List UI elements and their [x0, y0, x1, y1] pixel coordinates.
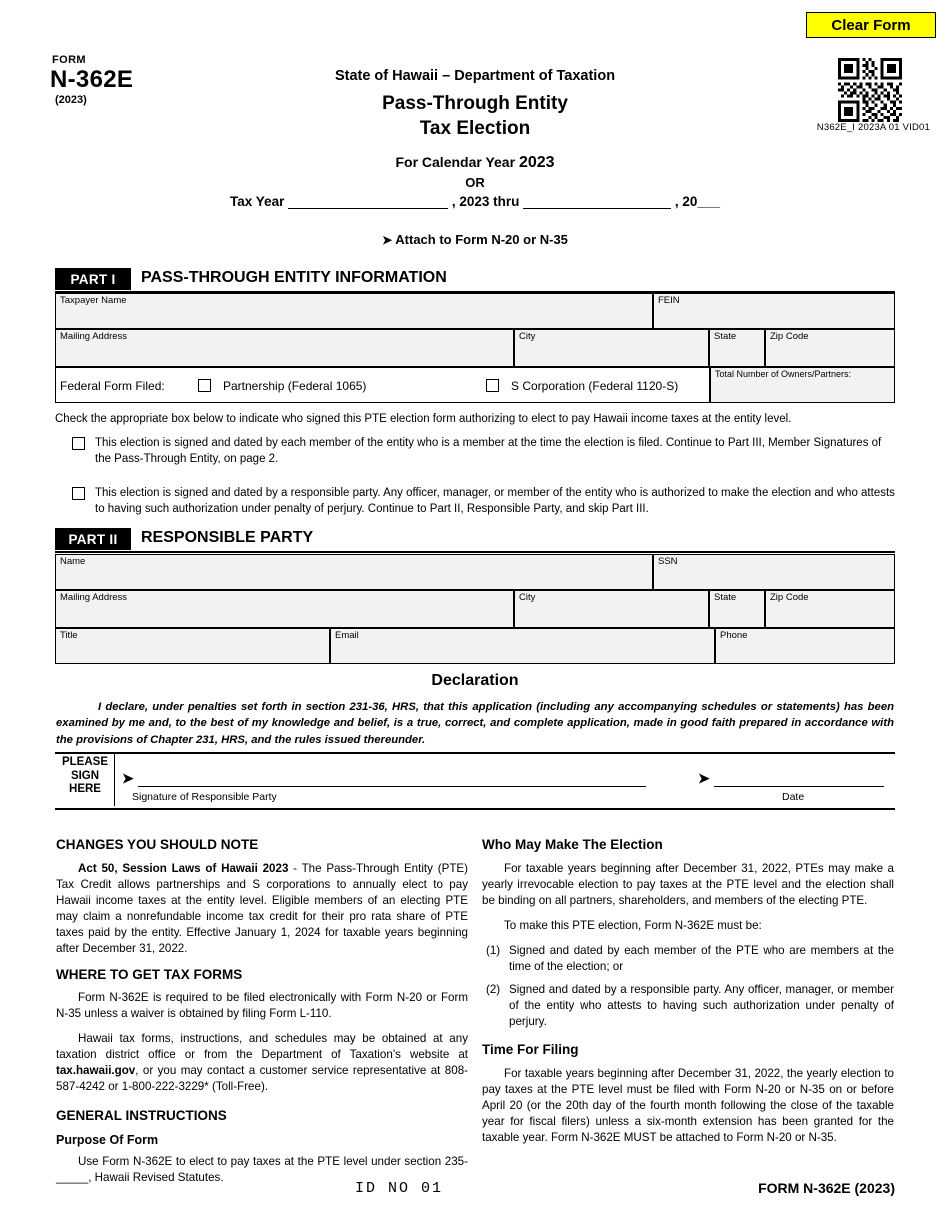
rp-mailing-address-field[interactable]: [55, 590, 514, 628]
rp-zip-label: Zip Code: [770, 592, 809, 603]
list-item-number: (2): [486, 982, 501, 996]
rp-phone-field[interactable]: [715, 628, 895, 664]
rp-mailing-address-label: Mailing Address: [60, 592, 128, 603]
form-year: (2023): [55, 94, 87, 106]
rp-title-label: Title: [60, 630, 78, 641]
rp-name-label: Name: [60, 556, 86, 567]
part2-tag: PART II: [55, 528, 131, 550]
rp-city-field[interactable]: [514, 590, 709, 628]
fein-field[interactable]: [653, 293, 895, 329]
pte-state-label: State: [714, 331, 737, 342]
total-owners-label: Total Number of Owners/Partners:: [715, 369, 852, 379]
changes-paragraph: [56, 861, 468, 957]
rp-ssn-label: SSN: [658, 556, 678, 567]
tax-year-end-suffix: , 20___: [674, 194, 720, 209]
form-header-center: [0, 68, 950, 141]
where-p2-a: Hawaii tax forms, instructions, and schedules may be obtained at any taxation district office or from the Department of Taxation’s website at: [56, 1032, 468, 1062]
list-item-text: Signed and dated by a responsible party. Any officer, manager, or member of the entity who attests to having such authorization under penalty of perjury.: [509, 982, 894, 1028]
changes-act-rest: - The Pass-Through Entity (PTE) Tax Credit allows partnerships and S corporations to annually elect to pay Hawaii income taxes at the entity level. Eligible members of an electing PTE may claim a nonrefundable income tax credit for their pro rata share of PTE taxes paid by the entity. Effective January 1, 2024 for taxable years beginning after December 31, 2022.: [56, 861, 468, 955]
time-for-filing-paragraph: For taxable years beginning after December 31, 2022, the yearly election to pay taxes at the PTE level must be filed with Form N-20 or N-35 on or before April 20 (or the 20th day of the fourth month following the close of the taxable year for fiscal filers) unless a six-month extension has been granted for the taxable year. Form N-362E MUST be attached to Form N-20 or N-35.: [482, 1067, 894, 1145]
total-owners-field[interactable]: [710, 367, 895, 403]
part1-header: [55, 268, 895, 290]
election-option1-checkbox[interactable]: [72, 437, 85, 450]
list-item-number: (1): [486, 943, 501, 957]
s-corp-checkbox[interactable]: [486, 379, 499, 392]
where-paragraph-2: [56, 1031, 468, 1095]
pte-city-field[interactable]: [514, 329, 709, 367]
attach-note-text: Attach to Form N-20 or N-35: [395, 232, 568, 247]
partnership-checkbox[interactable]: [198, 379, 211, 392]
tax-year-start-input[interactable]: [288, 194, 448, 209]
rp-zip-field[interactable]: [765, 590, 895, 628]
rp-email-field[interactable]: [330, 628, 715, 664]
rp-email-label: Email: [335, 630, 359, 641]
footer-form-label: FORM N-362E (2023): [758, 1180, 895, 1196]
pte-city-label: City: [519, 331, 536, 342]
form-number: N-362E: [50, 66, 134, 93]
who-paragraph-1: For taxable years beginning after December 31, 2022, PTEs may make a yearly irrevocable election to pay taxes at the PTE level and the election shall be binding on all partners, shareholders, and members of the electing PTE.: [482, 861, 894, 907]
rp-phone-label: Phone: [720, 630, 748, 641]
part1-title: PASS-THROUGH ENTITY INFORMATION: [141, 269, 447, 286]
list-item-text: Signed and dated by each member of the PTE who are members at the time of the election; or: [509, 943, 894, 973]
where-p2-b: , or you may contact a customer service representative at 808-587-4242 or 1-800-222-3229* (Toll-Free).: [56, 1064, 468, 1094]
part2-header: [55, 528, 895, 550]
declaration-text: [56, 699, 894, 748]
fein-label: FEIN: [658, 295, 680, 306]
election-option1-text: This election is signed and dated by each member of the entity who is a member at the time the election is filed. Continue to Part III, Member Signatures of the Pass-Through Entity, on page 2.: [95, 437, 882, 466]
partnership-label: Partnership (Federal 1065): [223, 379, 367, 393]
arrow-icon: ➤: [382, 233, 393, 247]
tax-year-end-input[interactable]: [523, 194, 671, 209]
list-item: [482, 943, 894, 975]
pte-zip-label: Zip Code: [770, 331, 809, 342]
list-item: [482, 982, 894, 1030]
clear-form-label: Clear Form: [831, 16, 911, 34]
rp-state-label: State: [714, 592, 737, 603]
date-input[interactable]: [714, 786, 884, 787]
declaration-heading: Declaration: [431, 672, 519, 689]
changes-heading: CHANGES YOU SHOULD NOTE: [56, 837, 259, 852]
tax-year-label: Tax Year: [230, 194, 285, 209]
pte-state-field[interactable]: [709, 329, 765, 367]
declaration-body: I declare, under penalties set forth in section 231-36, HRS, that this application (including any accompanying schedules or statements) has been examined by me and, to the best of my knowledge and belief, is a true, correct, and complete application, made in good faith prepared in accordance with the provisions of Chapter 231, HRS, and the rules issued thereunder.: [56, 701, 894, 746]
please-sign-here-label: PLEASE SIGN HERE: [61, 756, 108, 796]
election-option2-checkbox[interactable]: [72, 487, 85, 500]
footer-id-number: ID NO 01: [355, 1180, 444, 1197]
taxpayer-name-label: Taxpayer Name: [60, 295, 127, 306]
date-caption: Date: [782, 791, 805, 803]
calendar-year-line: [0, 154, 950, 172]
or-label: OR: [465, 175, 485, 190]
rp-name-field[interactable]: [55, 554, 653, 590]
time-for-filing-heading: Time For Filing: [482, 1042, 579, 1058]
who-may-elect-heading: Who May Make The Election: [482, 837, 663, 852]
signature-caption: Signature of Responsible Party: [132, 791, 277, 803]
election-requirements-list: [482, 943, 894, 1030]
where-to-get-forms-heading: WHERE TO GET TAX FORMS: [56, 966, 243, 982]
general-instructions-heading: GENERAL INSTRUCTIONS: [56, 1108, 227, 1124]
attach-note: [0, 232, 950, 247]
calendar-year-prefix: For Calendar Year: [395, 154, 516, 170]
who-paragraph-2: To make this PTE election, Form N-362E must be:: [504, 918, 762, 932]
pte-zip-field[interactable]: [765, 329, 895, 367]
tax-year-mid: , 2023 thru: [451, 194, 520, 209]
tax-website-bold: tax.hawaii.gov: [56, 1064, 136, 1078]
instructions-right-column: [482, 836, 894, 1155]
agency-line: State of Hawaii – Department of Taxation: [334, 68, 616, 84]
instructions-left-column: [56, 836, 468, 1195]
check-instruction-intro: Check the appropriate box below to indicate who signed this PTE election form authorizing to elect to pay Hawaii income taxes at the entity level.: [55, 413, 792, 425]
form-title-line1: Pass-Through Entity: [382, 93, 568, 114]
changes-act-bold: Act 50, Session Laws of Hawaii 2023: [78, 861, 289, 875]
date-arrow-icon: ➤: [698, 770, 710, 786]
rp-state-field[interactable]: [709, 590, 765, 628]
part1-tag: PART I: [55, 268, 131, 290]
rp-ssn-field[interactable]: [653, 554, 895, 590]
form-word-label: FORM: [52, 54, 86, 66]
purpose-heading: Purpose Of Form: [56, 1132, 159, 1147]
federal-form-filed-label: Federal Form Filed:: [60, 379, 165, 393]
qr-code-icon: [838, 58, 902, 122]
where-paragraph-1: Form N-362E is required to be filed electronically with Form N-20 or Form N-35 unless a waiver is obtained by filing Form L-110.: [56, 991, 468, 1021]
form-title-line2: Tax Election: [419, 118, 531, 140]
clear-form-button[interactable]: [806, 12, 936, 38]
rp-city-label: City: [519, 592, 536, 603]
taxpayer-name-field[interactable]: [55, 293, 653, 329]
rp-title-field[interactable]: [55, 628, 330, 664]
calendar-year-value: 2023: [518, 154, 555, 171]
federal-form-filed-group: [55, 367, 710, 403]
pte-mailing-address-label: Mailing Address: [60, 331, 128, 342]
part2-title: RESPONSIBLE PARTY: [141, 529, 314, 546]
qr-caption: N362E_I 2023A 01 VID01: [816, 122, 930, 133]
tax-year-line: [0, 194, 950, 209]
signature-arrow-icon: ➤: [122, 770, 134, 786]
purpose-paragraph: Use Form N-362E to elect to pay taxes at the PTE level under section 235-_____, Hawaii Revised Statutes.: [56, 1154, 468, 1184]
part2-rule: [55, 551, 895, 553]
election-option2-text: This election is signed and dated by a responsible party. Any officer, manager, or member of the entity who is authorized to make the election and who attests to having such authorization under penalty of perjury. Continue to Part II, Responsible Party, and skip Part III.: [95, 487, 895, 516]
signature-divider: [114, 752, 115, 806]
pte-mailing-address-field[interactable]: [55, 329, 514, 367]
signature-input[interactable]: [138, 786, 646, 787]
s-corp-label: S Corporation (Federal 1120-S): [511, 379, 679, 393]
